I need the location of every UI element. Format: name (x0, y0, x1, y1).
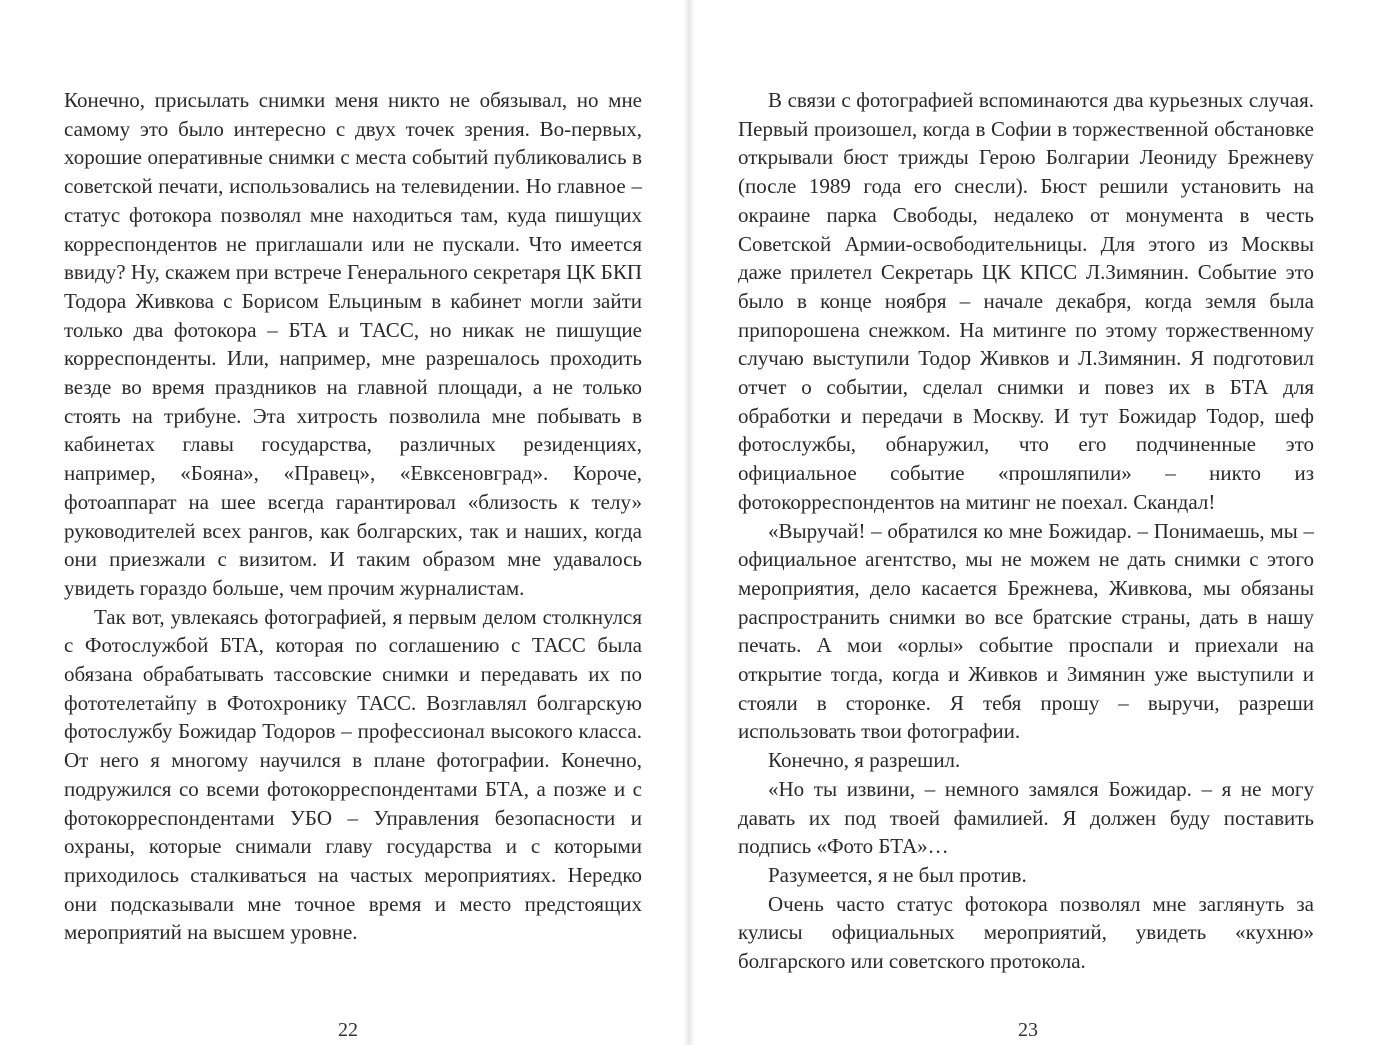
left-page (64, 86, 642, 947)
paragraph: Конечно, я разрешил. (768, 748, 961, 773)
paragraph: Очень часто статус фотокора позволял мне заглянуть за кулисы официальных мероприятий, увидеть «кухню» болгарского или советского протокола. (738, 891, 1314, 974)
paragraph: Конечно, присылать снимки меня никто не обязывал, но мне самому это было интересно с двух точек зрения. Во-первых, хорошие оперативные снимки с места событий публиковались в советской печати, использовались на телевидении. Но главное – статус фотокора позволял мне находиться там, куда пишущих корреспондентов не приглашали или не пускали. Что имеется ввиду? Ну, скажем при встрече Генерального секретаря ЦК БКП Тодора Живкова с Борисом Ельциным в кабинет могли зайти только два фотокора – БТА и ТАСС, но никак не пишущие корреспонденты. Или, например, мне разрешалось проходить везде во время праздников на главной площади, а не только стоять на трибуне. Эта хитрость позволила мне побывать в кабинетах главы государства, различных резиденциях, например, «Бояна», «Правец», «Евксеновград». Короче, фотоаппарат на шее всегда гарантировал «близость к телу» руководителей всех рангов, как болгарских, так и наших, когда они приезжали с визитом. И таким образом мне удавалось увидеть гораздо больше, чем прочим журналистам. (64, 88, 642, 600)
page-number-left: 22 (338, 1019, 358, 1041)
page-number-right: 23 (1018, 1019, 1038, 1041)
book-gutter (683, 0, 695, 1045)
right-page (738, 86, 1314, 976)
paragraph: «Но ты извини, – немного замялся Божидар. – я не могу давать их под твоей фамилией. Я должен буду поставить подпись «Фото БТА»… (738, 776, 1314, 859)
paragraph: В связи с фотографией вспоминаются два курьезных случая. Первый произошел, когда в Софии в торжественной обстановке открывали бюст трижды Герою Болгарии Леониду Брежневу (после 1989 года его снесли). Бюст решили установить на окраине парка Свободы, недалеко от монумента в честь Советской Армии-освободительницы. Для этого из Москвы даже прилетел Секретарь ЦК КПСС Л.Зимянин. Событие это было в конце ноября – начале декабря, когда земля была припорошена снежком. На митинге по этому торжественному случаю выступили Тодор Живков и Л.Зимянин. Я подготовил отчет о событии, сделал снимки и повез их в БТА для обработки и передачи в Москву. И тут Божидар Тодор, шеф фотослужбы, обнаружил, что его подчиненные это официальное событие «прошляпили» – никто из фотокорреспондентов на митинг не поехал. Скандал! (738, 88, 1314, 514)
paragraph: Разумеется, я не был против. (768, 862, 1027, 887)
paragraph: Так вот, увлекаясь фотографией, я первым делом столкнулся с Фотослужбой БТА, которая по соглашению с ТАСС была обязана обрабатывать тассовские снимки и передавать их по фототелетайпу в Фотохронику ТАСС. Возглавлял болгарскую фотослужбу Божидар Тодоров – профессионал высокого класса. От него я многому научился в плане фотографии. Конечно, подружился со всеми фотокорреспондентами БТА, а позже и с фотокорреспондентами УБО – Управления безопасности и охраны, которые снимали главу государства и с которыми приходилось сталкиваться на частых мероприятиях. Нередко они подсказывали мне точное время и место предстоящих мероприятий на высшем уровне. (64, 604, 642, 945)
paragraph: «Выручай! – обратился ко мне Божидар. – Понимаешь, мы – официальное агентство, мы не можем не дать снимки с этого мероприятия, дело касается Брежнева, Живкова, мы обязаны распространить снимки во все братские страны, дать в нашу печать. А мои «орлы» событие проспали и приехали на открытие тогда, когда и Живков и Зимянин уже выступили и стояли в сторонке. Я тебя прошу – выручи, разреши использовать твои фотографии. (738, 518, 1314, 744)
